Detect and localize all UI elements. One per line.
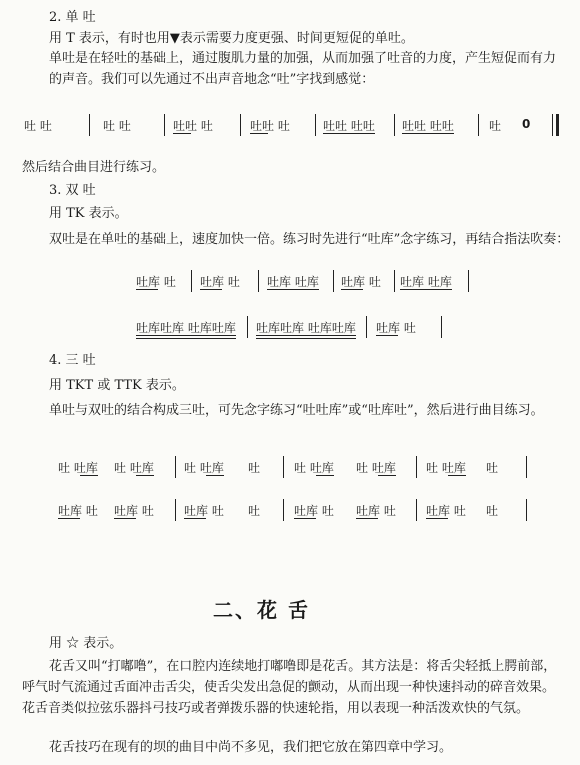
rest-zero: 0	[522, 117, 531, 131]
rhythm-group: 吐吐 吐	[173, 119, 213, 133]
section-heading-single-tongue: 2. 单 吐	[49, 10, 96, 25]
practice-note: 然后结合曲目进行练习。	[22, 160, 166, 175]
section-heading-triple-tongue: 4. 三 吐	[49, 353, 96, 368]
rhythm-group: 吐库吐库 吐库吐库	[256, 319, 356, 336]
double-tongue-description: 双吐是在单吐的基础上，速度加快一倍。练习时先进行“吐库”念字练习，再结合指法吹奏：	[49, 232, 570, 247]
bar-line	[175, 456, 176, 478]
bar-line	[258, 270, 259, 292]
bar-line	[394, 270, 395, 292]
rhythm-group: 吐库 吐	[356, 504, 396, 518]
bar-line	[526, 456, 527, 478]
rhythm-group: 吐	[486, 504, 499, 518]
final-bar-line	[556, 114, 559, 136]
triple-tongue-notation-text: 用 TKT 或 TTK 表示。	[49, 378, 185, 393]
single-tongue-rhythm-row	[22, 114, 562, 136]
double-tongue-notation-text: 用 TK 表示。	[49, 206, 128, 221]
bar-line	[526, 499, 527, 521]
bar-line	[164, 114, 165, 136]
triple-tongue-rhythm-row-1	[58, 456, 548, 478]
bar-line	[315, 114, 316, 136]
bar-line	[89, 114, 90, 136]
rhythm-group: 吐 吐	[24, 119, 52, 133]
bar-line	[333, 270, 334, 292]
flutter-tongue-notation-text: 用 ☆ 表示。	[49, 636, 123, 651]
bar-line	[394, 114, 395, 136]
bar-line	[247, 316, 248, 338]
bar-line	[175, 499, 176, 521]
bar-line	[468, 270, 469, 292]
single-tongue-description: 单吐是在轻吐的基础上，通过腹肌力量的加强，从而加强了吐音的力度，产生短促而有力的声音。我们可以先通过不出声音地念“吐”字找到感觉：	[49, 51, 557, 87]
double-tongue-rhythm-row-1	[136, 270, 476, 292]
bar-line	[416, 499, 417, 521]
rhythm-group: 吐库 吐	[114, 504, 154, 518]
triple-tongue-rhythm-row-2	[58, 499, 548, 521]
bar-line	[240, 114, 241, 136]
single-tongue-notation-text: 用 T 表示，有时也用▼表示需要力度更强、时间更短促的单吐。	[49, 31, 414, 46]
flutter-tongue-description: 花舌又叫“打嘟噜”，在口腔内连续地打嘟噜即是花舌。其方法是：将舌尖轻抵上腭前部，呼气时气流通过舌面冲击舌尖，使舌尖发出急促的颤动，从而出现一种快速抖动的碎音效果。花舌音类似拉弦乐器抖弓技巧或者弹拨乐器的快速轮指，用以表现一种活泼欢快的气氛。	[22, 659, 557, 716]
bar-line	[366, 316, 367, 338]
section-heading-double-tongue: 3. 双 吐	[49, 183, 96, 198]
rhythm-group: 吐 吐库	[356, 461, 396, 475]
bar-line	[552, 114, 553, 136]
rhythm-group: 吐库 吐	[341, 275, 381, 289]
bar-line	[416, 456, 417, 478]
rhythm-group: 吐 吐库	[58, 461, 98, 475]
bar-line	[441, 316, 442, 338]
rhythm-group: 吐 吐库	[426, 461, 466, 475]
rhythm-group: 吐 吐库	[114, 461, 154, 475]
rhythm-group: 吐吐 吐吐	[402, 119, 454, 133]
bar-line	[191, 270, 192, 292]
rhythm-group: 吐库 吐库	[400, 275, 452, 289]
rhythm-group: 吐	[486, 461, 499, 475]
flutter-tongue-note: 花舌技巧在现有的坝的曲目中尚不多见，我们把它放在第四章中学习。	[49, 740, 453, 755]
rhythm-group: 吐	[248, 504, 261, 518]
bar-line	[283, 456, 284, 478]
rhythm-group: 吐 吐库	[294, 461, 334, 475]
rhythm-group: 吐 吐库	[184, 461, 224, 475]
rhythm-group: 吐库 吐	[58, 504, 98, 518]
rhythm-group: 吐库 吐	[136, 275, 176, 289]
rhythm-group: 吐库 吐	[294, 504, 334, 518]
rhythm-group: 吐	[489, 119, 502, 133]
double-tongue-rhythm-row-2	[136, 316, 456, 338]
rhythm-group: 吐库 吐	[376, 321, 416, 335]
rhythm-group: 吐库 吐库	[267, 275, 319, 289]
rhythm-group: 吐吐 吐吐	[323, 119, 375, 133]
rhythm-group: 吐吐 吐	[250, 119, 290, 133]
rhythm-group: 吐库 吐	[426, 504, 466, 518]
rhythm-group: 吐	[248, 461, 261, 475]
bar-line	[283, 499, 284, 521]
rhythm-group: 吐库吐库 吐库吐库	[136, 319, 236, 336]
rhythm-group: 吐 吐	[103, 119, 131, 133]
rhythm-group: 吐库 吐	[184, 504, 224, 518]
rhythm-group: 吐库 吐	[200, 275, 240, 289]
triple-tongue-description: 单吐与双吐的结合构成三吐，可先念字练习“吐吐库”或“吐库吐”，然后进行曲目练习。	[49, 403, 544, 418]
bar-line	[478, 114, 479, 136]
chapter-title-flutter-tongue: 二、花 舌	[213, 598, 310, 622]
